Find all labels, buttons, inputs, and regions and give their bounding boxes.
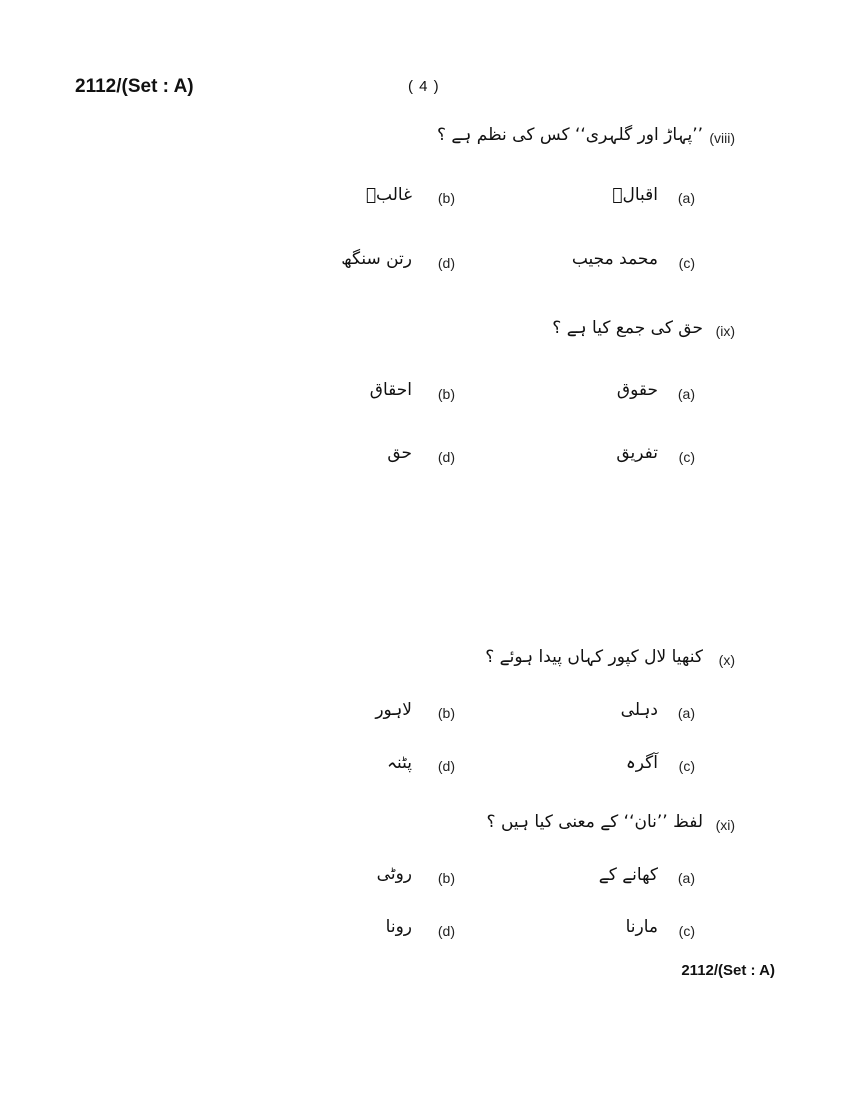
question-number: (viii) [709,130,735,146]
paper-code-footer: 2112/(Set : A) [681,962,775,979]
option-text: غالبؔ [365,185,412,205]
option-text: کھانے کے [598,865,658,885]
option-label: (b) [437,386,455,402]
option-label: (a) [677,705,695,721]
option-label: (c) [678,449,695,465]
option-label: (d) [437,449,455,465]
option-text: اقبالؔ [612,185,658,205]
question-text: ’’پہاڑ اور گلہری‘‘ کس کی نظم ہے ؟ [437,125,703,145]
option-label: (d) [437,255,455,271]
option-text: رتن سنگھ [341,249,412,269]
option-label: (b) [437,705,455,721]
option-label: (b) [437,190,455,206]
option-text: روٹی [376,864,412,884]
question-text: لفظ ’’نان‘‘ کے معنی کیا ہیں ؟ [486,812,703,832]
option-text: پٹنہ [387,753,412,773]
option-label: (c) [678,758,695,774]
option-label: (b) [437,870,455,886]
question-number: (xi) [715,817,735,833]
option-text: احقاق [369,380,412,400]
page-number: ( 4 ) [408,78,440,95]
option-label: (d) [437,923,455,939]
option-label: (a) [677,190,695,206]
question-number: (x) [718,652,735,668]
option-text: تفریق [616,443,658,463]
option-text: دہلی [620,700,658,720]
question-number: (ix) [715,323,735,339]
option-label: (a) [677,386,695,402]
option-label: (a) [677,870,695,886]
option-text: آگرہ [625,753,658,773]
option-label: (d) [437,758,455,774]
option-text: محمد مجیب [571,249,658,269]
option-text: حق [387,443,412,463]
question-text: حق کی جمع کیا ہے ؟ [552,318,703,338]
option-text: حقوق [616,380,658,400]
option-text: مارنا [625,917,658,937]
paper-code-header: 2112/(Set : A) [75,76,194,97]
option-text: رونا [385,917,412,937]
option-text: لاہور [375,700,412,720]
question-text: کنھیا لال کپور کہاں پیدا ہوئے ؟ [485,647,703,667]
option-label: (c) [678,255,695,271]
option-label: (c) [678,923,695,939]
